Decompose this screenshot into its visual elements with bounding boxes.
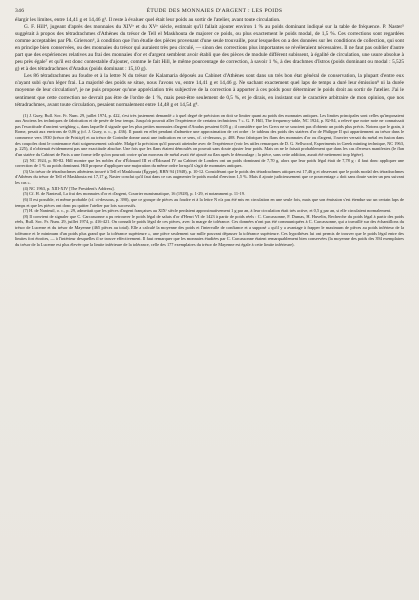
footnote: (7) H. de Nanteuil, o. c., p. 29, admettait que les pièces d'argent françaises au XIXᵉ siècle perdaient approximativement 1 g par an, à leur circulation était très active, et 0,5 g par an, si elle circulaient normalement. [23,208,392,214]
paragraph: élargir les limites, entre 14,41 g et 14,46 g³. Il reste à évaluer quel était leur poids au sortir de l'atelier, avant toute circulation. [15,17,281,23]
footnote: (6) Il est possible, et même probable (cf. ci-dessous, p. 390), que ce groupe de pièces au foudre et à la lettre N n'a pas été mis en circulation en une seule fois, mais que son émission s'est étendue sur un certain laps de temps et que les pièces ont donc pu quitter l'atelier par lots successifs. [15,196,404,208]
footnote: (1) J. Guey, Bull. Soc. Fr. Num. 29, juillet 1974, p. 422, s'est très justement demandé « à quel degré de précision on doit se limiter quant au poids des monnaies antiques. Les limites principales sont celles qu'imposaient aux Anciens les techniques de fabrication et de pesée de leur temps. Jusqu'où pouvait aller l'expérience de certains techniciens ? ». G. F. Hill, The frequency-table, NC 1924, p. 82-84, a relevé que notre note ne connaissait pas l'exactitude d'ancient weighing », dans laquelle il signale que les plus petites monnaies d'argent d'Aradus pesaient 0,05 g ; il considère que les Grecs ne se soucient pas d'obtenir un poids plus précis. Notons que le grain, à Rome, pesait aux environs de 0,06 g (cf. J. Guey, o. c., p. 436). Il parait en effet pendant d'admettre une approximation de cet ordre : le tableau des poids des statères d'or de Philippe II qui appartiennent au trésor dans le commerce vers 1930 (trésor de Pristiçé) et au trésor de Corinthe donne aussi une indication en ce sens, cf. ci-dessous, p. 408. Pour fabriquer les flans des monnaies d'or ou d'argent, l'ouvrier versait du métal en fusion dans des coupoles dont le contenance était soigneusement calculée. Malgré la précision qu'il pouvait atteindre avec de l'expérience (voir les utiles remarques de D. G. Sellwood, Experiments in Greek minting technique, NC 1963, p. 225), il n'obtenait évidemment pas une exactitude absolue. Une fois que les flans étaient démoulés on pouvait sans doute ajuster leur poids. Mais on ne le faisait probablement que dans les cas d'erreurs manifestes (le flan d'un statère du Cabinet de Paris a une forme telle qu'on pourrait croire qu'un morceau de métal avait été ajouté au flan après le démoulage ; la pièce, sans cette addition, aurait été nettement trop légère). [15,112,404,157]
running-title: ÉTUDE DES MONNAIES D'ARGENT : LES POIDS [146,8,283,14]
footnotes [15,113,404,248]
page-number: 346 [15,8,25,14]
footnote: (5) Cf. H. de Nanteuil, La frai des monnaies d'or et d'argent, Courrier numismatique, 16 (1928), p. 1-29, et notamment p. 11-19. [23,191,245,197]
main-text [15,17,404,109]
paragraph: G. F. Hill⁴, jugeant d'après des monnaies du XIVᵉ et du XVᵉ siècle, estimait qu'il fallait ajouter environ 1 % au poids dominant indiqué sur la table de fréquence. P. Naster⁵ suggérait à propos des tétradrachmes d'Athènes du trésor de Tell el Maskhouta de majorer ce poids, ou plus exactement le poids modal, de 1,5 %. Ces corrections sont regardées comme acceptables par Ph. Grierson⁶, à condition que l'on étudie des pièces provenant d'une seule trouvaille, pour lesquelles on a des données sur les conditions de collection, qui sont en principe bien conservées, ou des monnaies du trésor qui auraient très peu circulé, — sinon des corrections plus importantes se révéleraient nécessaires. Il ne faut pas oublier d'autre part que des expériences relatives au frai des monnaies d'or et d'argent semblent avoir établi que des pièces de module différent subissent, à égalité de circulation, une usure absolue à peu près égale⁷ et qu'il est donc contestable d'ajouter, comme le fait Hill, le même pourcentage de correction, à savoir 1 %, à des drachmes d'Istros (poids dominant ou modal : 5,525 g) et à des tétradrachmes d'Aradus (poids dominant : 15,10 g). [15,24,404,73]
running-head [15,8,404,14]
footnote: (8) Il convient de signaler que C. Carcassonne a pu retrouver le poids légal de saluts d'or d'Henri VI de 1423 à partir de poids réels : C. Carcassonne, F. Dumas, H. Huvelin, Recherche du poids légal à partir des poids réels, Bull. Soc. Fr. Num. 29, juillet 1974, p. 416-421. On connaît le poids légal de ces pièces, avec la marge de tolérance. Ces données n'ont pas été communiquées à C. Carcassonne, qui a travaillé sur des échantillons du trésor de Lucerne et du trésor de Mayenne (465 pièces au total). Elle a calculé la moyenne des poids et l'intervalle de confiance et a supposé « qu'il y a avantage à frapper le maximum de pièces au poids inférieur de la tolérance et le minimum d'un poids plus grand que la tolérance supérieure », une pièce seulement sur mille pouvant dépasser la tolérance supérieure. Ces hypothèses lui ont permis de trouver que le poids légal entre des limites fort étroites, — à l'intérieur desquelles il se trouve effectivement. Il faut remarquer que les monnaies étudiées par C. Carcassonne étaient remarquablement bien conservées (la moyenne des poids des 394 exemplaires du trésor de la Lucerne est plus élevée que la limite inférieure de la tolérance, celle des 177 exemplaires du trésor de Mayenne est égale à cette limite inférieure). [15,213,404,247]
footnote: (2) NC 1924, p. 80-82. Hill montre que les nobles d'or d'Édouard III et d'Édouard IV au Cabinet de Londres ont un poids dominant de 7,70 g, alors que leur poids légal était de 7,78 g : il faut donc appliquer une correction de 1 % au poids dominant. Hill propose d'appliquer une majoration du même ordre lorsqu'il s'agit de monnaies antiques. [15,157,404,169]
footnote: (3) Un trésor de tétradrachmes athéniens trouvé à Tell el Maskhouta (Égypte), RBN 94 (1948), p. 10-12. Considérant que le poids des tétradrachmes attiques est 17,46 g et observant que le poids modal des tétradrachmes d'Athènes du trésor de Tell el Maskhouta est 17,17 g, Naster conclut qu'il faut dans ce cas augmenter le poids modal d'environ 1,5 %. Mais il ajoute judicieusement que ce pourcentage « doit sans doute varier un peu suivant les cas ». [15,168,404,186]
footnote: (4) NC 1963, p. XIII-XIV [The President's Address]. [23,185,115,191]
paragraph: Les 86 tétradrachmes au foudre et à la lettre N du trésor de Kalamaria déposés au Cabinet d'Athènes sont dans un très bon état général de conservation, la plupart d'entre eux n'ayant subi qu'un léger frai. La majorité des poids se situe, nous l'avons vu, entre 14,41 g et 14,46 g. Ne sachant exactement quel laps de temps a duré leur émission⁸ ni la durée moyenne de leur circulation⁹, je ne puis proposer qu'une appréciation très subjective de la correction à apporter à ces poids pour déterminer le poids droit au sortir de l'atelier. J'ai le sentiment que cette correction ne devrait pas être de l'ordre de 1 %, mais peut-être seulement de 0,5 %, et je dirais, en insistant sur le caractère arbitraire de mon opinion, que nos tétradrachmes, avant toute circulation, pesaient normalement entre 14,48 g et 14,54 g⁸. [15,73,404,108]
